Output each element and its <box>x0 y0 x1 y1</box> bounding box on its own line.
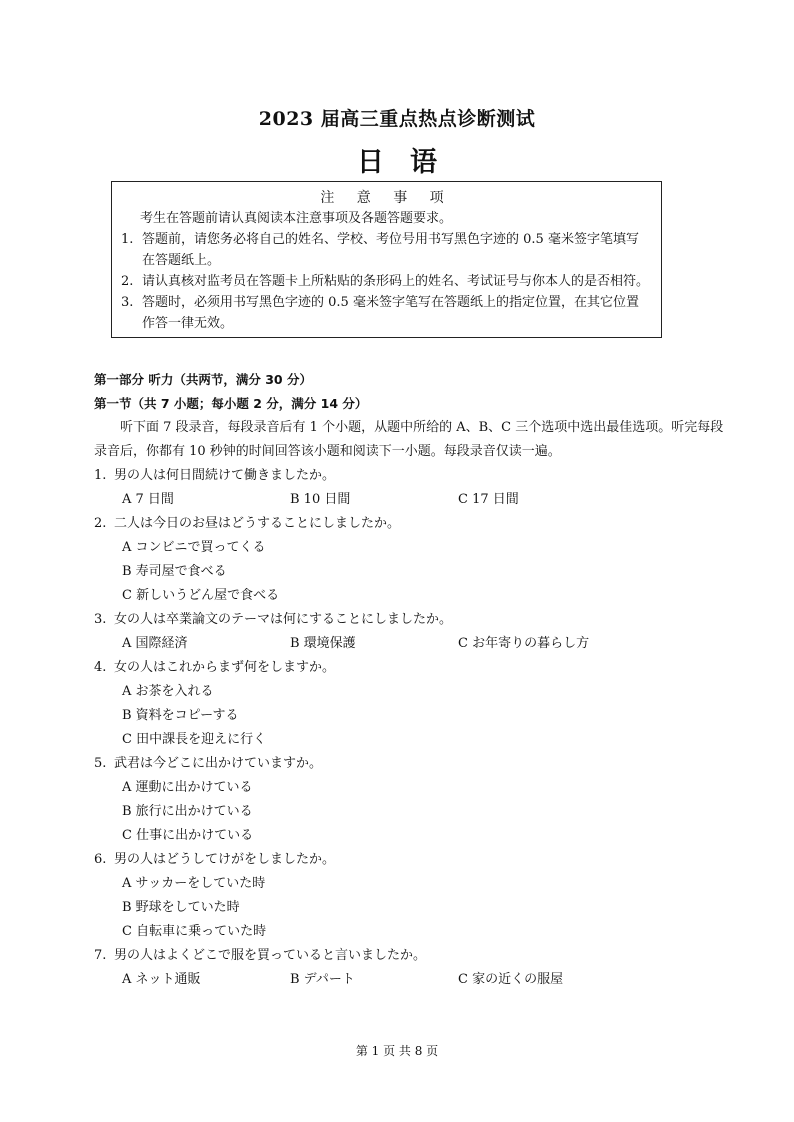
answer-option: C 仕事に出かけている <box>122 828 254 843</box>
notice-item <box>112 271 661 292</box>
question <box>94 752 734 848</box>
answer-option: A 7 日間 <box>122 492 174 507</box>
question-text: 男の人は何日間続けて働きましたか。 <box>114 468 336 483</box>
answer-options <box>94 776 734 848</box>
exam-title: 2023 届高三重点热点诊断测试 <box>258 108 536 130</box>
question-stem <box>94 608 734 632</box>
question-number: 2. <box>94 516 107 531</box>
answer-option: B 寿司屋で食べる <box>122 564 227 579</box>
notice-item-text: 答题时，必须用书写黑色字迹的 0.5 毫米签字笔写在答题纸上的指定位置，在其它位置作答一律无效。 <box>142 295 639 331</box>
answer-options <box>94 968 734 992</box>
question-list <box>94 464 734 992</box>
notice-item-number: 3. <box>121 295 134 310</box>
answer-option: C 田中課長を迎えに行く <box>122 732 267 747</box>
question-text: 男の人はよくどこで服を買っていると言いましたか。 <box>114 948 427 963</box>
answer-option: B 旅行に出かけている <box>122 804 253 819</box>
notice-item-text: 答题前，请您务必将自己的姓名、学校、考位号用书写黑色字迹的 0.5 毫米签字笔填写在答题纸上。 <box>142 232 639 268</box>
page-footer: 第 1 页 共 8 页 <box>355 1044 439 1058</box>
notice-item-text: 请认真核对监考员在答题卡上所粘贴的条形码上的姓名、考试证号与你本人的是否相符。 <box>142 274 650 289</box>
question-number: 5. <box>94 756 107 771</box>
notice-item-number: 2. <box>121 274 134 289</box>
notice-title: 注 意 事 项 <box>320 190 453 206</box>
answer-options <box>94 536 734 608</box>
answer-option: A ネット通販 <box>122 972 201 987</box>
notice-item <box>112 229 661 271</box>
answer-option: B 10 日間 <box>290 492 351 507</box>
question-number: 6. <box>94 852 107 867</box>
question-stem <box>94 944 734 968</box>
notice-item <box>112 292 661 334</box>
answer-option: A サッカーをしていた時 <box>122 876 266 891</box>
answer-options <box>94 872 734 944</box>
question-number: 4. <box>94 660 107 675</box>
answer-option: C 新しいうどん屋で食べる <box>122 588 280 603</box>
answer-option: C 自転車に乗っていた時 <box>122 924 267 939</box>
question-text: 男の人はどうしてけがをしましたか。 <box>114 852 336 867</box>
answer-option: B デパート <box>290 972 355 987</box>
notice-box <box>111 181 662 338</box>
answer-option: A 国際経済 <box>122 636 188 651</box>
answer-options <box>94 488 734 512</box>
question <box>94 464 734 512</box>
answer-option: C 17 日間 <box>458 492 519 507</box>
answer-option: A 運動に出かけている <box>122 780 253 795</box>
question <box>94 944 734 992</box>
answer-option: B 野球をしていた時 <box>122 900 240 915</box>
answer-option: C 家の近くの服屋 <box>458 972 564 987</box>
question-stem <box>94 848 734 872</box>
answer-option: B 資料をコピーする <box>122 708 239 723</box>
question <box>94 656 734 752</box>
part-heading: 第一部分 听力（共两节，满分 30 分） <box>94 372 312 387</box>
answer-option: B 環境保護 <box>290 636 356 651</box>
listening-section <box>94 368 734 992</box>
answer-options <box>94 632 734 656</box>
answer-option: A コンビニで買ってくる <box>122 540 266 555</box>
notice-item-number: 1. <box>121 232 134 247</box>
question-text: 二人は今日のお昼はどうすることにしましたか。 <box>114 516 401 531</box>
section-heading: 第一节（共 7 小题；每小题 2 分，满分 14 分） <box>94 396 368 411</box>
exam-subject: 日语 <box>357 147 463 178</box>
question-stem <box>94 656 734 680</box>
answer-option: C お年寄りの暮らし方 <box>458 636 590 651</box>
question <box>94 608 734 656</box>
question-number: 3. <box>94 612 107 627</box>
notice-intro: 考生在答题前请认真阅读本注意事项及各题答题要求。 <box>140 211 453 226</box>
question <box>94 848 734 944</box>
question-number: 1. <box>94 468 107 483</box>
question-number: 7. <box>94 948 107 963</box>
question-text: 女の人は卒業論文のテーマは何にすることにしましたか。 <box>114 612 453 627</box>
question-stem <box>94 464 734 488</box>
question-stem <box>94 512 734 536</box>
question <box>94 512 734 608</box>
notice-list <box>112 229 661 334</box>
answer-option: A お茶を入れる <box>122 684 214 699</box>
answer-options <box>94 680 734 752</box>
question-text: 女の人はこれからまず何をしますか。 <box>114 660 336 675</box>
section-instructions: 听下面 7 段录音，每段录音后有 1 个小题，从题中所给的 A、B、C 三个选项中选出最佳选项。听完每段录音后，你都有 10 秒钟的时间回答该小题和阅读下一小题。每段录音仅读一遍。 <box>94 420 724 459</box>
question-text: 武君は今どこに出かけていますか。 <box>114 756 323 771</box>
question-stem <box>94 752 734 776</box>
